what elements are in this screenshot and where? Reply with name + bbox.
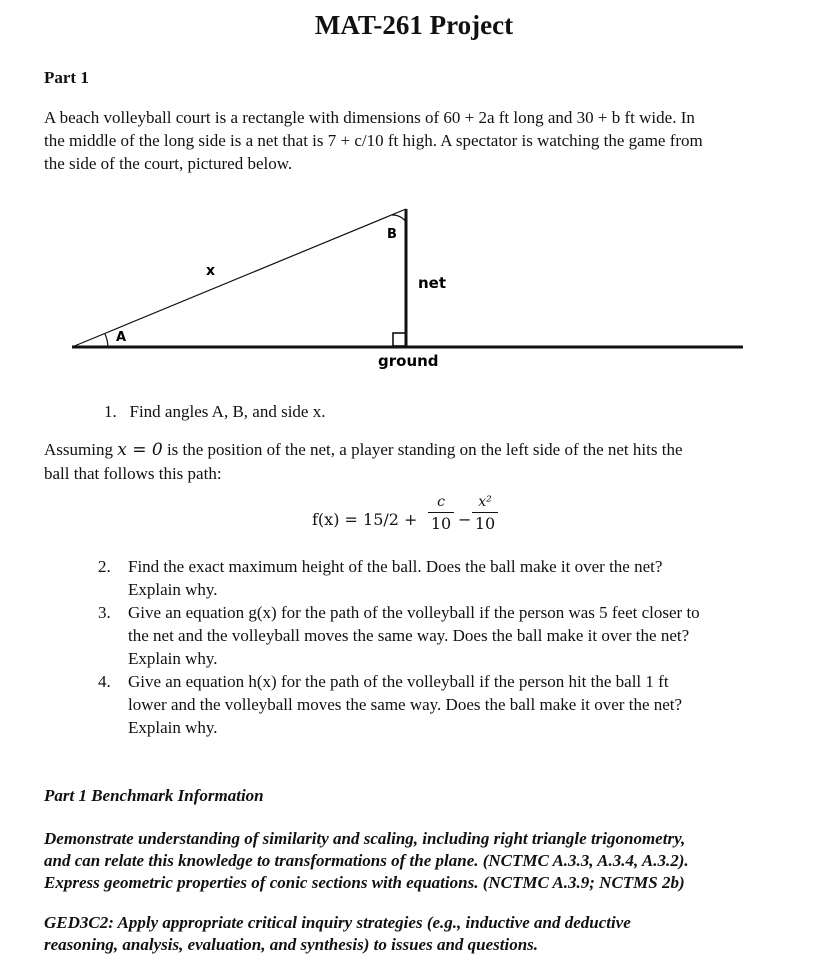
benchmark-line: GED3C2: Apply appropriate critical inquiry strategies (e.g., inductive and deductive — [44, 913, 631, 932]
question-number: 4. — [98, 672, 111, 691]
benchmark-line: Demonstrate understanding of similarity and scaling, including right triangle trigonometry, — [44, 829, 686, 848]
question-text: Find angles A, B, and side x. — [129, 402, 326, 421]
question-line: Find the exact maximum height of the ball. Does the ball make it over the net? — [128, 557, 663, 576]
assumption-line — [44, 438, 784, 462]
question-item — [98, 601, 778, 670]
question-line: Give an equation h(x) for the path of the volleyball if the person hit the ball 1 ft — [128, 672, 669, 691]
question-number: 3. — [98, 603, 111, 622]
intro-paragraph — [44, 106, 784, 175]
benchmark-line: Express geometric properties of conic sections with equations. (NCTMC A.3.9; NCTMS 2b) — [44, 873, 685, 892]
benchmark-2 — [44, 912, 784, 956]
intro-line: the side of the court, pictured below. — [44, 154, 293, 173]
part-heading: Part 1 — [44, 68, 89, 87]
angle-a-arc — [105, 334, 108, 347]
label-ground: ground — [378, 352, 439, 370]
label-b: B — [387, 227, 397, 242]
benchmark-line: and can relate this knowledge to transformations of the plane. (NCTMC A.3.3, A.3.4, A.3.2). — [44, 851, 689, 870]
assumption-paragraph — [44, 438, 784, 485]
assumption-suffix: is the position of the net, a player standing on the left side of the net hits the — [162, 440, 683, 459]
question-list — [98, 555, 778, 739]
question-line: lower and the volleyball moves the same way. Does the ball make it over the net? — [128, 695, 683, 714]
intro-line: A beach volleyball court is a rectangle with dimensions of 60 + 2a ft long and 30 + b ft wide. In — [44, 108, 695, 127]
intro-line: the middle of the long side is a net that is 7 + c/10 ft high. A spectator is watching the game from — [44, 131, 703, 150]
label-net: net — [418, 274, 447, 292]
assumption-prefix: Assuming — [44, 440, 118, 459]
question-line: Explain why. — [128, 718, 218, 737]
assumption-math: x = 0 — [117, 440, 163, 460]
page-title: MAT-261 Project — [314, 10, 514, 40]
right-angle-marker — [393, 333, 406, 346]
formula-minus: − — [458, 510, 472, 529]
fraction-denominator: 10 — [430, 514, 452, 533]
question-item — [98, 555, 778, 601]
benchmark-line: reasoning, analysis, evaluation, and synthesis) to issues and questions. — [44, 935, 539, 954]
fraction-x2-over-10 — [472, 492, 498, 535]
fraction-c-over-10 — [428, 492, 454, 535]
label-a: A — [116, 330, 127, 345]
formula-lhs: f(x) = 15/2 + — [312, 510, 418, 529]
fraction-denominator: 10 — [474, 514, 496, 533]
angle-b-arc — [392, 215, 406, 222]
benchmark-heading: Part 1 Benchmark Information — [44, 786, 264, 805]
question-line: the net and the volleyball moves the same way. Does the ball make it over the net? — [128, 626, 690, 645]
assumption-line-2: ball that follows this path: — [44, 464, 222, 483]
question-number: 1. — [104, 402, 117, 421]
fraction-numerator: x² — [478, 494, 492, 510]
label-x: x — [206, 263, 216, 279]
benchmark-1 — [44, 828, 784, 894]
question-number: 2. — [98, 557, 111, 576]
triangle-diagram — [60, 200, 750, 380]
question-line: Give an equation g(x) for the path of the volleyball if the person was 5 feet closer to — [128, 603, 700, 622]
question-1 — [104, 402, 325, 422]
hypotenuse-x — [72, 209, 406, 347]
question-line: Explain why. — [128, 649, 218, 668]
fraction-numerator: c — [437, 494, 445, 510]
question-line: Explain why. — [128, 580, 218, 599]
question-item — [98, 670, 778, 739]
